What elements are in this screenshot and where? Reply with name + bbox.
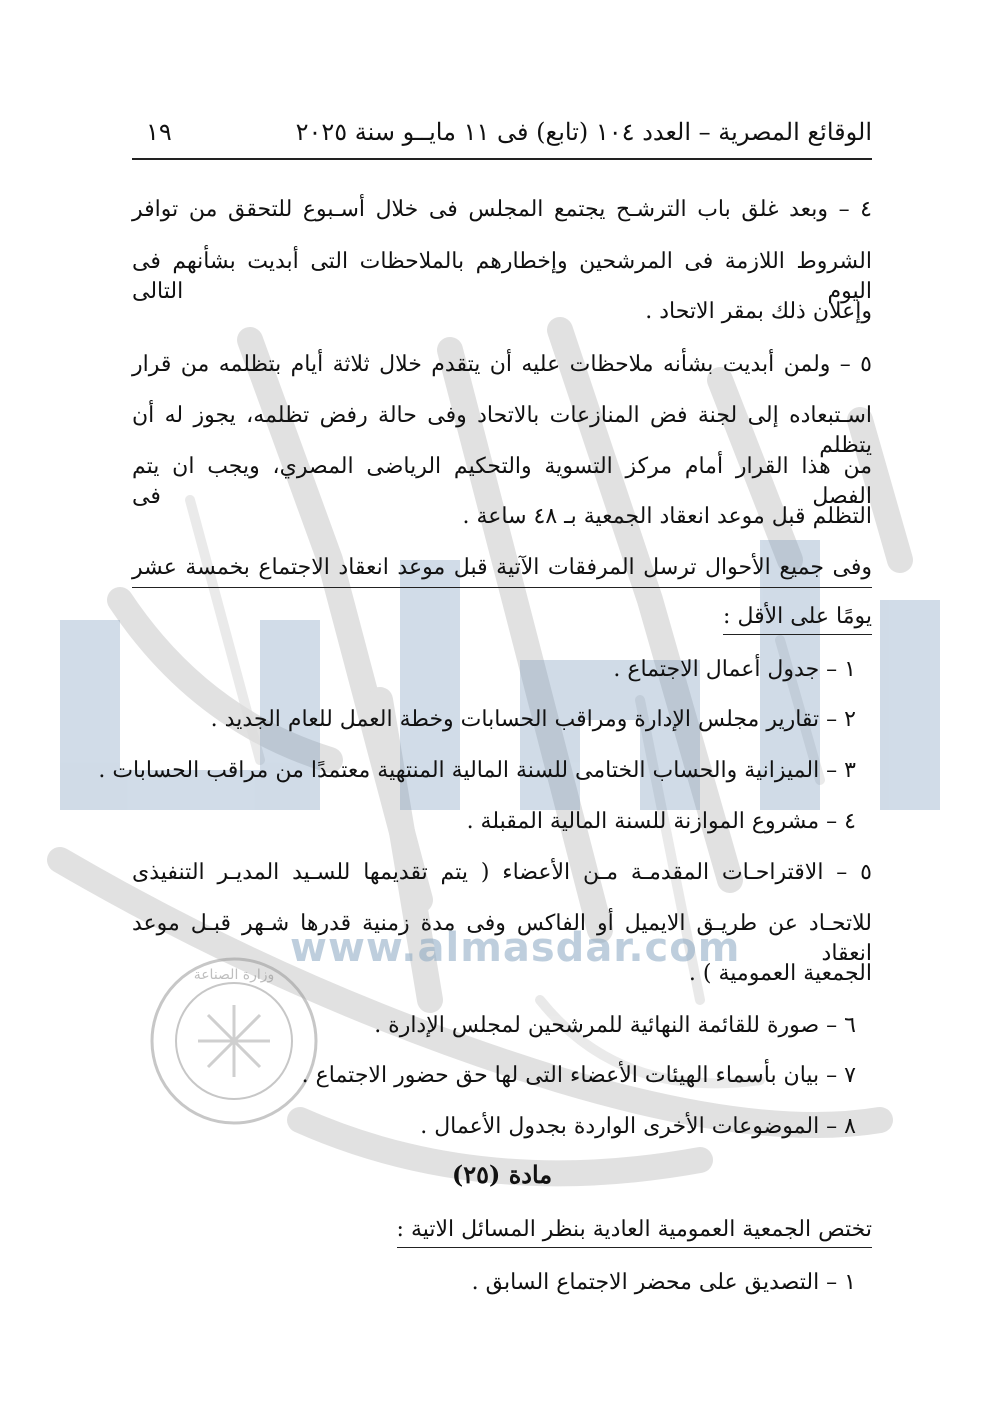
attachments-intro-line: وفى جميع الأحوال ترسل المرفقات الآتية قبل موعد انعقاد الاجتماع بخمسة عشر (132, 553, 872, 588)
list-item: ١ – التصديق على محضر الاجتماع السابق . (471, 1270, 856, 1295)
list-item: ٣ – الميزانية والحساب الختامى للسنة المالية المنتهية معتمدًا من مراقب الحسابات . (98, 758, 856, 783)
list-item: ١ – جدول أعمال الاجتماع . (613, 657, 856, 682)
list-item-continued: للاتحـاد عن طريـق الايميل أو الفاكس وفى مدة زمنية قدرها شـهر قبـل موعد انعقاد (132, 911, 872, 966)
paragraph-line: ٤ – وبعد غلق باب الترشـح يجتمع المجلس فى خلال أسـبوع للتحقق من توافر (132, 197, 872, 222)
list-item-continued: الجمعية العمومية ) . (688, 961, 872, 986)
list-item: ٥ – الاقتراحـات المقدمـة مـن الأعضاء ( يتم تقديمها للسـيد المديـر التنفيذى (132, 860, 872, 885)
paragraph-line: اسـتبعاده إلى لجنة فض المنازعات بالاتحاد وفى حالة رفض تظلمه، يجوز له أن يتظلم (132, 403, 872, 458)
list-item: ٨ – الموضوعات الأخرى الواردة بجدول الأعمال . (420, 1114, 856, 1139)
watermark-url: www.almasdar.com (290, 925, 741, 971)
gazette-title: الوقائع المصرية – العدد ١٠٤ (تابع) فى ١١ مايــو سنة ٢٠٢٥ (295, 118, 872, 146)
paragraph-line: من هذا القرار أمام مركز التسوية والتحكيم الرياضى المصري، ويجب ان يتم الفصل فى (132, 454, 872, 509)
list-item: ٢ – تقارير مجلس الإدارة ومراقب الحسابات وخطة العمل للعام الجديد . (210, 707, 856, 732)
article-intro: تختص الجمعية العمومية العادية بنظر المسائل الاتية : (397, 1215, 872, 1248)
paragraph-line: الشروط اللازمة فى المرشحين وإخطارهم بالملاحظات التى أبديت بشأنهم فى اليوم التالى (132, 249, 872, 304)
attachments-intro-line: يومًا على الأقل : (723, 602, 872, 635)
page-number: ١٩ (146, 118, 172, 146)
paragraph-line: وإعلان ذلك بمقر الاتحاد . (645, 299, 872, 324)
article-heading: مادة (٢٥) (451, 1160, 553, 1189)
list-item: ٤ – مشروع الموازنة للسنة المالية المقبلة . (466, 809, 856, 834)
list-item: ٧ – بيان بأسماء الهيئات الأعضاء التى لها حق حضور الاجتماع . (301, 1063, 856, 1088)
paragraph-line: التظلم قبل موعد انعقاد الجمعية بـ ٤٨ ساعة . (462, 504, 872, 529)
list-item: ٦ – صورة للقائمة النهائية للمرشحين لمجلس الإدارة . (374, 1013, 856, 1038)
paragraph-line: ٥ – ولمن أبديت بشأنه ملاحظات عليه أن يتقدم خلال ثلاثة أيام بتظلمه من قرار (132, 352, 872, 377)
svg-text:وزارة الصناعة: وزارة الصناعة (193, 967, 275, 983)
